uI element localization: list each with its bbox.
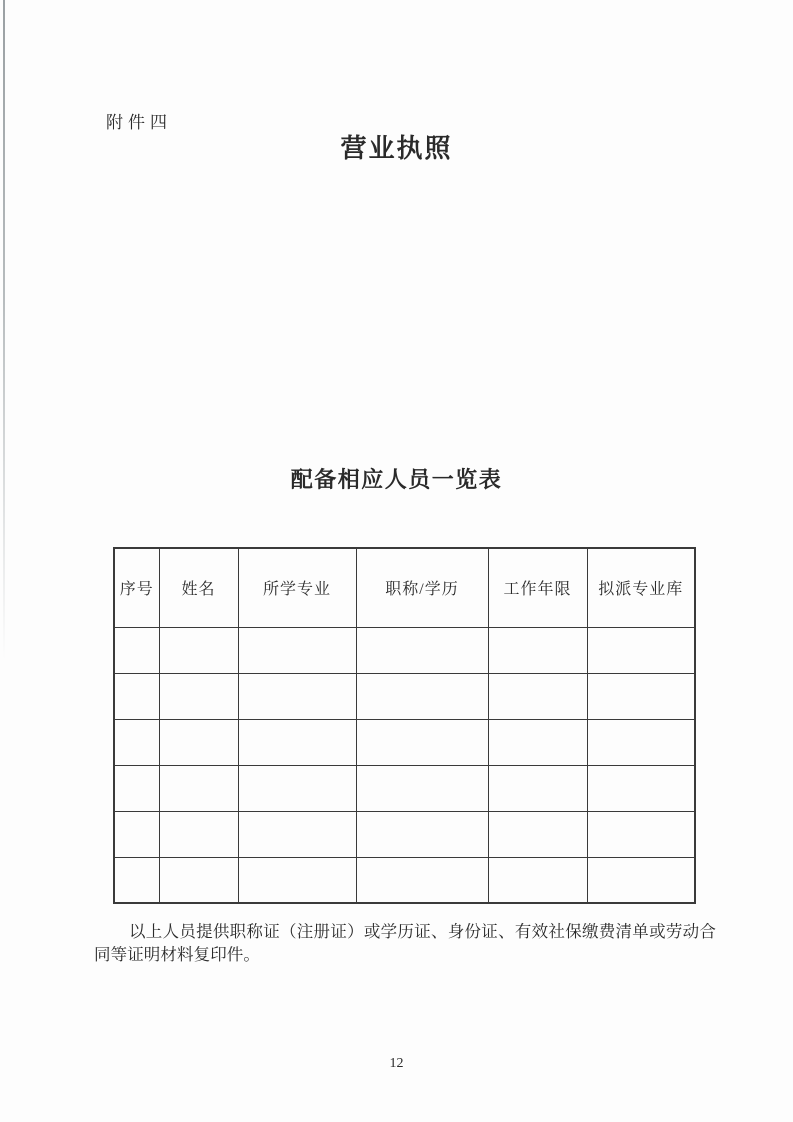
table-row [114, 719, 695, 765]
empty-cell [238, 765, 356, 811]
empty-cell [159, 811, 238, 857]
header-cell-1: 姓名 [159, 548, 238, 627]
empty-cell [587, 719, 695, 765]
table-row [114, 627, 695, 673]
empty-cell [488, 811, 587, 857]
empty-cell [356, 811, 488, 857]
empty-cell [159, 719, 238, 765]
attachment-label: 附件四 [106, 113, 172, 132]
empty-cell [159, 673, 238, 719]
empty-cell [159, 765, 238, 811]
empty-cell [488, 673, 587, 719]
empty-cell [356, 857, 488, 903]
empty-cell [159, 857, 238, 903]
empty-cell [488, 719, 587, 765]
table-row [114, 673, 695, 719]
header-cell-2: 所学专业 [238, 548, 356, 627]
empty-cell [114, 811, 159, 857]
personnel-table [113, 547, 696, 904]
empty-cell [114, 673, 159, 719]
table-row [114, 857, 695, 903]
page-number: 12 [389, 1056, 404, 1071]
empty-cell [238, 811, 356, 857]
empty-cell [587, 857, 695, 903]
note-paragraph: 以上人员提供职称证（注册证）或学历证、身份证、有效社保缴费清单或劳动合同等证明材料复印件。 [94, 922, 716, 964]
empty-cell [587, 627, 695, 673]
empty-cell [114, 857, 159, 903]
empty-cell [356, 719, 488, 765]
personnel-table-title: 配备相应人员一览表 [290, 467, 503, 492]
empty-cell [488, 627, 587, 673]
empty-cell [587, 811, 695, 857]
left-scan-edge-line [3, 0, 5, 660]
document-title: 营业执照 [340, 134, 453, 163]
empty-cell [488, 765, 587, 811]
header-cell-3: 职称/学历 [356, 548, 488, 627]
empty-cell [159, 627, 238, 673]
empty-cell [587, 673, 695, 719]
header-cell-4: 工作年限 [488, 548, 587, 627]
table-row [114, 811, 695, 857]
header-cell-5: 拟派专业库 [587, 548, 695, 627]
empty-cell [587, 765, 695, 811]
empty-cell [114, 719, 159, 765]
table-header-row [114, 548, 695, 627]
empty-cell [238, 627, 356, 673]
empty-cell [114, 765, 159, 811]
empty-cell [238, 719, 356, 765]
empty-cell [114, 627, 159, 673]
empty-cell [356, 765, 488, 811]
header-cell-0: 序号 [114, 548, 159, 627]
empty-cell [488, 857, 587, 903]
empty-cell [356, 627, 488, 673]
empty-cell [356, 673, 488, 719]
empty-cell [238, 673, 356, 719]
empty-cell [238, 857, 356, 903]
table-row [114, 765, 695, 811]
